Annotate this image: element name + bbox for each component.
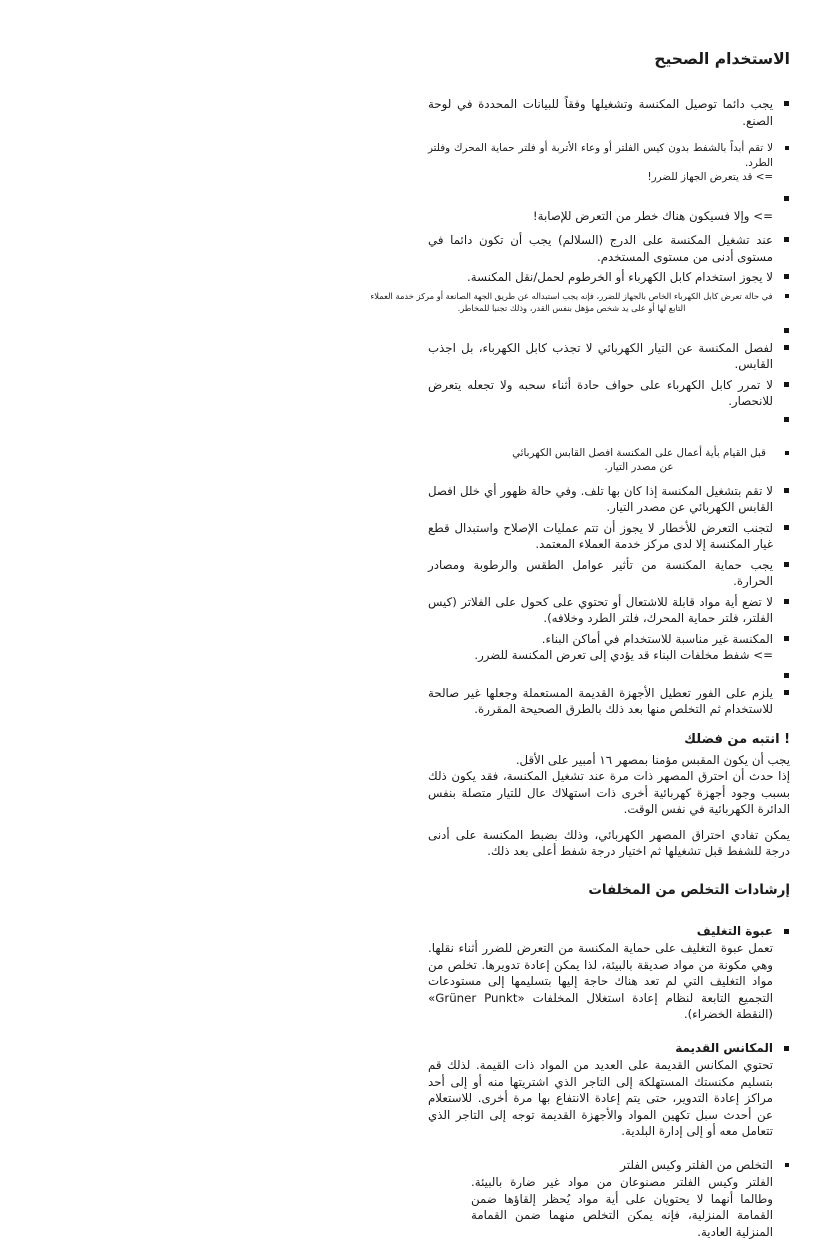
item-text: يلزم على الفور تعطيل الأجهزة القديمة المستعملة وجعلها غير صالحة للاستخدام ثم التخلص منها بعد ذلك بالطرق الصحيحة المقررة. <box>428 685 773 716</box>
list-item-empty <box>428 325 790 336</box>
disposal-item-body: الفلتر وكيس الفلتر مصنوعان من مواد غير ضارة بالبيئة. وطالما أنهما لا يحتويان على أية مواد يُحظر إلقاؤها ضمن القمامة المنزلية، فإنه يمكن التخلص منهما ضمن القمامة المنزلية العادية. <box>471 1175 773 1239</box>
list-item <box>428 685 790 718</box>
attention-paragraph: يمكن تفادي احتراق المصهر الكهربائي، وذلك بضبط المكنسة على أدنى درجة للشفط قبل تشغيلها ثم اختيار درجة شفط أعلى بعد ذلك. <box>428 827 790 858</box>
item-text: لتجنب التعرض للأخطار لا يجوز أن تتم عمليات الإصلاح واستبدال قطع غيار المكنسة إلا لدى مركز خدمة العملاء المعتمد. <box>428 520 773 551</box>
list-item <box>428 377 790 410</box>
bullet-icon <box>784 690 789 695</box>
attention-paragraph: يجب أن يكون المقبس مؤمنا بمصهر ١٦ أمبير على الأقل. <box>515 752 790 767</box>
bullet-icon <box>784 196 789 201</box>
item-text: يجب دائما توصيل المكنسة وتشغيلها وفقاً للبيانات المحددة في لوحة الصنع. <box>428 97 773 128</box>
list-item <box>370 290 790 315</box>
disposal-item-title: المكانس القديمة <box>675 1040 773 1055</box>
list-item <box>428 232 790 265</box>
list-item-empty <box>428 193 790 204</box>
bullet-icon <box>784 1046 789 1051</box>
attention-heading: ! انتبه من فضلك <box>684 731 790 747</box>
bullet-icon <box>784 929 789 934</box>
item-text: عند تشغيل المكنسة على الدرج (السلالم) يجب أن تكون دائما في مستوى أدنى من مستوى المستخدم. <box>428 233 773 264</box>
bullet-icon <box>785 294 789 298</box>
item-note: => وإلا فسيكون هناك خطر من التعرض للإصابة! <box>532 208 773 223</box>
disposal-item <box>428 1157 790 1241</box>
disposal-item-title: عبوة التغليف <box>696 923 773 938</box>
list-item <box>428 340 790 373</box>
bullet-icon <box>784 599 789 604</box>
disposal-item-body: تعمل عبوة التغليف على حماية المكنسة من التعرض للضرر أثناء نقلها. وهي مكونة من مواد صديقة بالبيئة، لذا يمكن إعادة تدويرها. تخلص من مواد التغليف التي لم تعد هناك حاجة إليها بتسليمها إلى مستودعات التجميع التابعة لنظام إعادة استغلال المخلفات «Grüner Punkt» (النقطة الخضراء). <box>428 941 773 1021</box>
list-item-empty <box>428 670 790 681</box>
bullet-icon <box>784 101 789 106</box>
bullet-icon <box>784 488 789 493</box>
bullet-icon <box>785 146 789 150</box>
item-text: لا تمرر كابل الكهرباء على حواف حادة أثناء سحبه ولا تجعله يتعرض للانحصار. <box>428 377 773 408</box>
item-note: => شفط مخلفات البناء قد يؤدي إلى تعرض المكنسة للضرر. <box>474 648 773 662</box>
bullet-icon <box>784 636 789 641</box>
list-item <box>428 96 790 129</box>
bullet-icon <box>784 525 789 530</box>
item-text: لا تقم أبداً بالشفط بدون كيس الفلتر أو وعاء الأتربة أو فلتر حماية المحرك وفلتر الطرد. <box>428 142 773 169</box>
disposal-item <box>428 1040 790 1140</box>
item-text: لفصل المكنسة عن التيار الكهربائي لا تجذب كابل الكهرباء، بل اجذب القابس. <box>428 340 773 371</box>
bullet-icon <box>784 345 789 350</box>
bullet-icon <box>784 562 789 567</box>
page-title: الاستخدام الصحيح <box>654 50 790 68</box>
disposal-item-title: التخلص من الفلتر وكيس الفلتر <box>620 1157 773 1172</box>
list-item <box>428 208 790 225</box>
list-item <box>505 446 790 475</box>
list-item-empty <box>428 414 790 425</box>
item-text: قبل القيام بأية أعمال على المكنسة افصل القابس الكهربائي عن مصدر التيار. <box>512 446 766 473</box>
bullet-icon <box>784 673 789 678</box>
list-item <box>428 483 790 516</box>
item-text: لا تقم بتشغيل المكنسة إذا كان بها تلف. وفي حالة ظهور أي خلل افصل القابس الكهربائي عن مصدر التيار. <box>428 483 773 514</box>
bullet-icon <box>784 417 789 422</box>
bullet-icon <box>784 328 789 333</box>
list-item <box>428 141 790 185</box>
bullet-icon <box>784 382 789 387</box>
bullet-icon <box>785 451 789 455</box>
disposal-heading: إرشادات التخلص من المخلفات <box>588 881 790 898</box>
list-item <box>428 520 790 553</box>
item-text: لا تضع أية مواد قابلة للاشتعال أو تحتوي على كحول على الفلاتر (كيس الفلتر، فلتر حماية المحرك، فلتر الطرد وخلافه). <box>428 594 773 625</box>
bullet-icon <box>785 1163 789 1167</box>
content-column <box>370 50 790 1257</box>
item-text: يجب حماية المكنسة من تأثير عوامل الطقس والرطوبة ومصادر الحرارة. <box>428 557 773 588</box>
disposal-item <box>428 923 790 1023</box>
item-note: => قد يتعرض الجهاز للضرر! <box>647 171 773 183</box>
disposal-item-body: تحتوي المكانس القديمة على العديد من المواد ذات القيمة. لذلك قم بتسليم مكنستك المستهلكة إلى التاجر الذي اشتريتها منه أو إلى أحد مراكز إعادة التدوير، حتى يتم إعادة الانتفاع بها مرة أخرى. للاستعلام عن أحدث سبل تكهين المواد والأجهزة القديمة توجه إلى التاجر الذي تتعامل معه أو إلى إدارة البلدية. <box>428 1058 773 1138</box>
list-item <box>428 269 790 286</box>
item-text: في حالة تعرض كابل الكهرباء الخاص بالجهاز للضرر، فإنه يجب استبداله عن طريق الجهة الصانعة أو مركز خدمة العملاء التابع لها أو على يد شخص مؤهل بنفس القدر، وذلك تجنبا للمخاطر. <box>370 290 773 313</box>
item-text: لا يجوز استخدام كابل الكهرباء أو الخرطوم لحمل/نقل المكنسة. <box>467 270 773 284</box>
attention-paragraph: إذا حدث أن احترق المصهر ذات مرة عند تشغيل المكنسة، فقد يكون ذلك بسبب وجود أجهزة كهربائية أخرى ذات استهلاك عال للتيار متصلة بنفس الدائرة الكهربائية في نفس الوقت. <box>428 769 790 816</box>
item-text: المكنسة غير مناسبة للاستخدام في أماكن البناء. <box>541 631 773 646</box>
list-item <box>428 631 790 664</box>
list-item <box>428 557 790 590</box>
bullet-icon <box>784 274 789 279</box>
bullet-icon <box>784 237 789 242</box>
list-item <box>428 594 790 627</box>
